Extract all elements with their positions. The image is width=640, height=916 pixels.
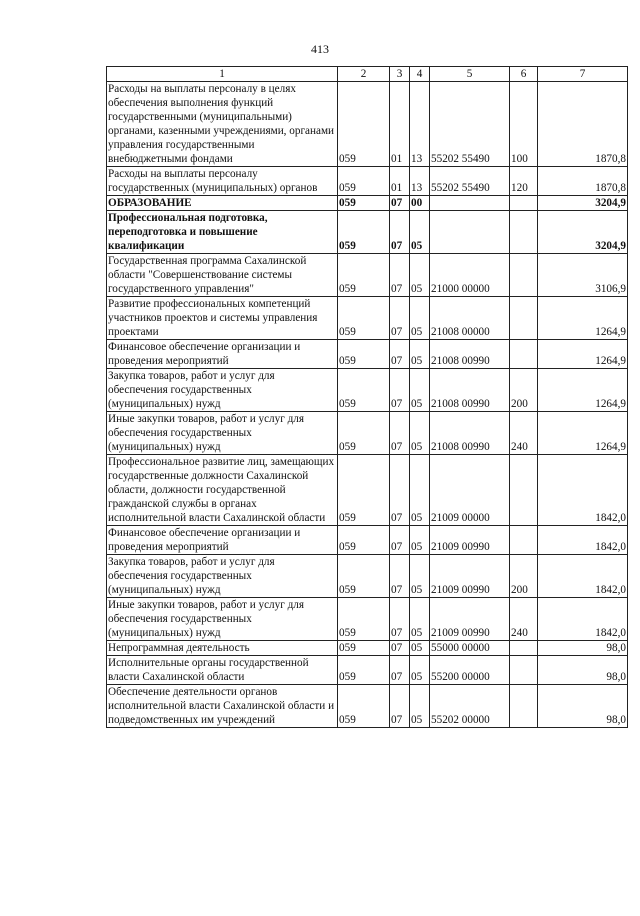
row-pr-cell: 05 <box>410 412 430 455</box>
row-ved-cell: 059 <box>338 656 390 685</box>
row-vr-cell: 100 <box>510 82 538 167</box>
row-rz-cell: 07 <box>390 685 410 728</box>
row-rz-cell: 07 <box>390 641 410 656</box>
row-rz-cell: 07 <box>390 196 410 211</box>
row-vr-cell <box>510 254 538 297</box>
table-row <box>107 369 628 412</box>
row-name-cell: ОБРАЗОВАНИЕ <box>107 196 338 211</box>
row-ved-cell: 059 <box>338 167 390 196</box>
row-name-cell: Закупка товаров, работ и услуг для обеспечения государственных (муниципальных) нужд <box>107 369 338 412</box>
row-sum-cell: 98,0 <box>538 685 628 728</box>
row-vr-cell <box>510 211 538 254</box>
row-sum-cell: 1842,0 <box>538 455 628 526</box>
row-pr-cell: 05 <box>410 685 430 728</box>
row-name-cell: Финансовое обеспечение организации и проведения мероприятий <box>107 340 338 369</box>
table-row <box>107 555 628 598</box>
row-csr-cell: 21009 00000 <box>430 455 510 526</box>
row-vr-cell <box>510 196 538 211</box>
row-sum-cell: 1842,0 <box>538 526 628 555</box>
row-sum-cell: 1842,0 <box>538 598 628 641</box>
row-vr-cell: 120 <box>510 167 538 196</box>
row-name-cell: Обеспечение деятельности органов исполнительной власти Сахалинской области и подведомственных им учреждений <box>107 685 338 728</box>
row-pr-cell: 05 <box>410 211 430 254</box>
row-name-cell: Иные закупки товаров, работ и услуг для обеспечения государственных (муниципальных) нужд <box>107 412 338 455</box>
row-rz-cell: 07 <box>390 598 410 641</box>
row-pr-cell: 05 <box>410 526 430 555</box>
table-row <box>107 297 628 340</box>
col-header-ved: 2 <box>338 67 390 82</box>
row-ved-cell: 059 <box>338 254 390 297</box>
row-vr-cell: 240 <box>510 598 538 641</box>
row-sum-cell: 98,0 <box>538 641 628 656</box>
row-pr-cell: 05 <box>410 598 430 641</box>
row-name-cell: Непрограммная деятельность <box>107 641 338 656</box>
row-sum-cell: 1870,8 <box>538 82 628 167</box>
row-sum-cell: 1264,9 <box>538 412 628 455</box>
table-row <box>107 211 628 254</box>
row-pr-cell: 05 <box>410 455 430 526</box>
row-ved-cell: 059 <box>338 641 390 656</box>
row-ved-cell: 059 <box>338 526 390 555</box>
table-row <box>107 598 628 641</box>
row-ved-cell: 059 <box>338 211 390 254</box>
row-rz-cell: 07 <box>390 412 410 455</box>
header-row <box>107 67 628 82</box>
row-csr-cell: 21008 00990 <box>430 412 510 455</box>
row-sum-cell: 1264,9 <box>538 340 628 369</box>
table-row <box>107 656 628 685</box>
row-rz-cell: 07 <box>390 369 410 412</box>
table-row <box>107 82 628 167</box>
row-rz-cell: 07 <box>390 340 410 369</box>
table-row <box>107 685 628 728</box>
row-vr-cell <box>510 641 538 656</box>
row-sum-cell: 1264,9 <box>538 369 628 412</box>
row-pr-cell: 05 <box>410 656 430 685</box>
row-pr-cell: 05 <box>410 340 430 369</box>
col-header-csr: 5 <box>430 67 510 82</box>
row-name-cell: Развитие профессиональных компетенций участников проектов и системы управления проектами <box>107 297 338 340</box>
row-rz-cell: 07 <box>390 254 410 297</box>
row-csr-cell: 21008 00990 <box>430 369 510 412</box>
row-vr-cell <box>510 656 538 685</box>
row-name-cell: Расходы на выплаты персоналу государственных (муниципальных) органов <box>107 167 338 196</box>
row-vr-cell <box>510 297 538 340</box>
row-sum-cell: 1842,0 <box>538 555 628 598</box>
col-header-name: 1 <box>107 67 338 82</box>
row-pr-cell: 05 <box>410 555 430 598</box>
row-csr-cell: 55202 55490 <box>430 167 510 196</box>
row-ved-cell: 059 <box>338 685 390 728</box>
row-vr-cell <box>510 685 538 728</box>
row-name-cell: Профессиональное развитие лиц, замещающих государственные должности Сахалинской области, должности государственной гражданской службы в органах исполнительной власти Сахалинской области <box>107 455 338 526</box>
col-header-vr: 6 <box>510 67 538 82</box>
row-ved-cell: 059 <box>338 297 390 340</box>
row-ved-cell: 059 <box>338 369 390 412</box>
row-ved-cell: 059 <box>338 82 390 167</box>
row-csr-cell: 21009 00990 <box>430 526 510 555</box>
row-sum-cell: 3204,9 <box>538 196 628 211</box>
row-csr-cell: 21008 00990 <box>430 340 510 369</box>
row-csr-cell <box>430 196 510 211</box>
table-row <box>107 526 628 555</box>
row-pr-cell: 13 <box>410 82 430 167</box>
row-pr-cell: 13 <box>410 167 430 196</box>
table-row <box>107 641 628 656</box>
table-row <box>107 254 628 297</box>
row-rz-cell: 01 <box>390 82 410 167</box>
row-pr-cell: 00 <box>410 196 430 211</box>
row-sum-cell: 3106,9 <box>538 254 628 297</box>
row-ved-cell: 059 <box>338 598 390 641</box>
row-rz-cell: 07 <box>390 656 410 685</box>
table-row <box>107 340 628 369</box>
row-rz-cell: 01 <box>390 167 410 196</box>
row-csr-cell: 21009 00990 <box>430 555 510 598</box>
row-ved-cell: 059 <box>338 340 390 369</box>
row-sum-cell: 98,0 <box>538 656 628 685</box>
row-sum-cell: 1870,8 <box>538 167 628 196</box>
row-ved-cell: 059 <box>338 196 390 211</box>
row-vr-cell <box>510 455 538 526</box>
row-pr-cell: 05 <box>410 641 430 656</box>
row-ved-cell: 059 <box>338 555 390 598</box>
row-csr-cell: 55202 00000 <box>430 685 510 728</box>
row-name-cell: Расходы на выплаты персоналу в целях обеспечения выполнения функций государственными (муниципальными) органами, казенными учреждениями, органами управления государственными внебюджетными фондами <box>107 82 338 167</box>
row-sum-cell: 1264,9 <box>538 297 628 340</box>
table-row <box>107 412 628 455</box>
row-rz-cell: 07 <box>390 526 410 555</box>
col-header-sum: 7 <box>538 67 628 82</box>
row-sum-cell: 3204,9 <box>538 211 628 254</box>
row-vr-cell <box>510 340 538 369</box>
row-vr-cell: 200 <box>510 369 538 412</box>
row-vr-cell: 240 <box>510 412 538 455</box>
row-ved-cell: 059 <box>338 412 390 455</box>
row-csr-cell: 21000 00000 <box>430 254 510 297</box>
budget-table <box>106 66 628 728</box>
row-rz-cell: 07 <box>390 297 410 340</box>
row-csr-cell: 55202 55490 <box>430 82 510 167</box>
row-vr-cell: 200 <box>510 555 538 598</box>
row-csr-cell <box>430 211 510 254</box>
col-header-rz: 3 <box>390 67 410 82</box>
row-name-cell: Иные закупки товаров, работ и услуг для обеспечения государственных (муниципальных) нужд <box>107 598 338 641</box>
table-row <box>107 196 628 211</box>
row-csr-cell: 55000 00000 <box>430 641 510 656</box>
row-pr-cell: 05 <box>410 369 430 412</box>
row-vr-cell <box>510 526 538 555</box>
row-name-cell: Профессиональная подготовка, переподготовка и повышение квалификации <box>107 211 338 254</box>
row-name-cell: Исполнительные органы государственной власти Сахалинской области <box>107 656 338 685</box>
row-csr-cell: 55200 00000 <box>430 656 510 685</box>
row-name-cell: Государственная программа Сахалинской области "Совершенствование системы государственного управления" <box>107 254 338 297</box>
row-pr-cell: 05 <box>410 254 430 297</box>
row-pr-cell: 05 <box>410 297 430 340</box>
table-row <box>107 455 628 526</box>
row-csr-cell: 21009 00990 <box>430 598 510 641</box>
row-name-cell: Финансовое обеспечение организации и проведения мероприятий <box>107 526 338 555</box>
row-rz-cell: 07 <box>390 455 410 526</box>
page-number: 413 <box>311 42 329 56</box>
row-rz-cell: 07 <box>390 211 410 254</box>
row-ved-cell: 059 <box>338 455 390 526</box>
row-csr-cell: 21008 00000 <box>430 297 510 340</box>
table-row <box>107 167 628 196</box>
col-header-pr: 4 <box>410 67 430 82</box>
row-rz-cell: 07 <box>390 555 410 598</box>
row-name-cell: Закупка товаров, работ и услуг для обеспечения государственных (муниципальных) нужд <box>107 555 338 598</box>
